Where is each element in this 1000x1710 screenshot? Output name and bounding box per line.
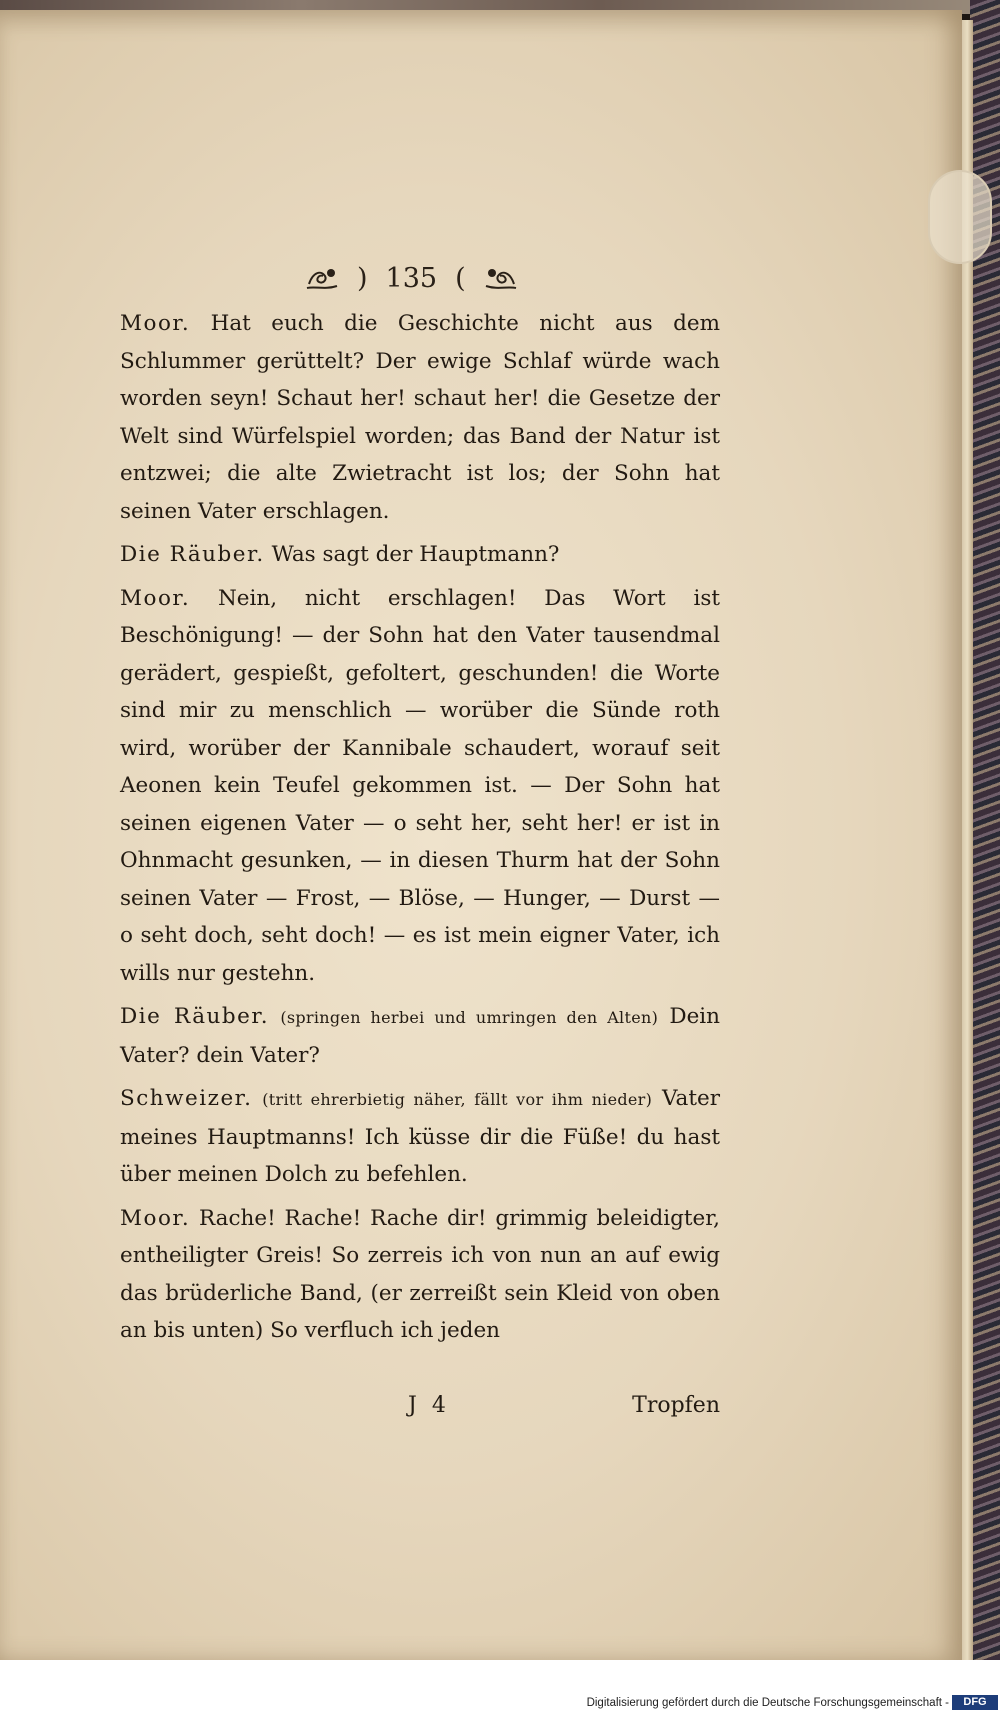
dialogue-text: Was sagt der Hauptmann?: [271, 542, 560, 567]
dialogue-text: Dein Vater? dein Vater?: [120, 1004, 721, 1068]
digitization-footer: [0, 1660, 1000, 1710]
dialogue-paragraph: [120, 536, 720, 574]
book-page: [0, 10, 962, 1660]
fleuron-icon: [305, 264, 339, 292]
dialogue-paragraph: [120, 1080, 720, 1194]
speaker-name: Moor.: [120, 585, 191, 611]
running-head-bracket-left: ): [357, 262, 368, 294]
funding-credit: Digitalisierung gefördert durch die Deutsche Forschungsgemeinschaft -: [586, 1697, 949, 1709]
dialogue-text: Vater meines Hauptmanns! Ich küsse dir die Füße! du hast über meinen Dolch zu befehlen.: [120, 1086, 720, 1187]
dialogue-text: Nein, nicht erschlagen! Das Wort ist Beschönigung! — der Sohn hat den Vater tausendmal gerädert, gespießt, gefoltert, geschunden! die Worte sind mir zu menschlich — worüber die Sünde roth wird, worüber der Kannibale schaudert, worauf seit Aeonen kein Teufel gekommen ist. — Der Sohn hat seinen eigenen Vater — o seht her, seht her! er ist in Ohnmacht gesunken, — in diesen Thurm hat der Sohn seinen Vater — Frost, — Blöse, — Hunger, — Durst — o seht doch, seht doch! — es ist mein eigner Vater, ich wills nur gestehn.: [120, 585, 720, 986]
fleuron-icon: [484, 264, 518, 292]
dfg-logo: DFG: [952, 1695, 998, 1710]
dialogue-text: Rache! Rache! Rache dir! grimmig beleidigter, entheiligter Greis! So zerreis ich von nun an auf ewig das brüderliche Band, (er zerreißt sein Kleid von oben an bis unten) So verfluch ich jeden: [120, 1205, 720, 1343]
dialogue-paragraph: [120, 1200, 720, 1350]
signature-mark: J 4: [408, 1393, 450, 1418]
running-head-bracket-right: (: [455, 262, 466, 294]
page-number: 135: [385, 262, 438, 294]
body-text: [120, 305, 720, 1350]
running-head: [305, 258, 518, 298]
dialogue-paragraph: [120, 998, 720, 1074]
dialogue-text: Hat euch die Geschichte nicht aus dem Schlummer gerüttelt? Der ewige Schlaf würde wach worden seyn! Schaut her! schaut her! die Gesetze der Welt sind Würfelspiel worden; das Band der Natur ist entzwei; die alte Zwietracht ist los; der Sohn hat seinen Vater erschlagen.: [120, 311, 720, 524]
dialogue-paragraph: [120, 305, 720, 530]
catchword: Tropfen: [632, 1393, 720, 1418]
speaker-name: Die Räuber.: [120, 542, 265, 567]
stage-direction: (tritt ehrerbietig näher, fällt vor ihm nieder): [262, 1090, 653, 1109]
speaker-name: Moor.: [120, 311, 191, 336]
speaker-name: Moor.: [120, 1205, 191, 1231]
speaker-name: Schweizer.: [120, 1086, 253, 1111]
speaker-name: Die Räuber.: [120, 1004, 270, 1029]
page-footer-line: [120, 1393, 720, 1433]
dialogue-paragraph: [120, 580, 720, 993]
stage-direction: (springen herbei und umringen den Alten): [280, 1008, 659, 1027]
